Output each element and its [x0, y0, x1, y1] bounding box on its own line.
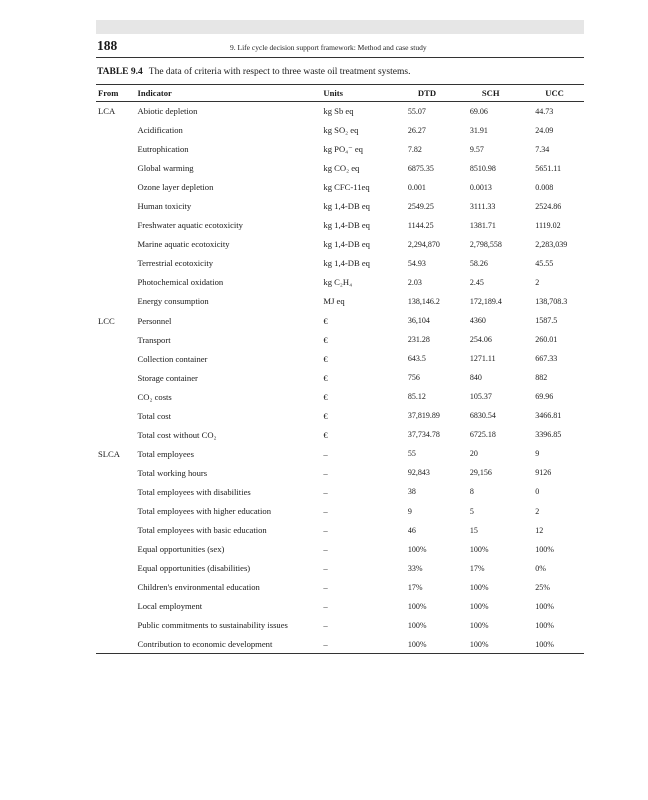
cell-dtd: 26.27 [407, 125, 426, 135]
cell-indicator: Public commitments to sustainability issues [137, 620, 288, 631]
table-row [96, 597, 584, 616]
cell-ucc: 0.008 [535, 182, 554, 192]
cell-from [96, 121, 138, 140]
table-row [96, 406, 584, 425]
table-body [96, 102, 584, 654]
table-row [96, 273, 584, 292]
cell-indicator: Total employees with disabilities [137, 486, 251, 497]
cell-units: – [323, 601, 328, 612]
cell-sch: 58.26 [469, 258, 488, 268]
cell-dtd: 100% [408, 635, 470, 654]
cell-indicator: Transport [137, 334, 171, 345]
cell-from [96, 330, 138, 349]
cell-units: kg 1,4-DB eq [323, 201, 370, 212]
cell-ucc: 1119.02 [535, 220, 561, 230]
cell-from [96, 292, 138, 311]
cell-dtd: 17% [407, 582, 423, 592]
cell-ucc: 69.96 [535, 392, 554, 402]
cell-indicator: Children's environmental education [137, 582, 260, 593]
cell-sch: 254.06 [469, 335, 492, 345]
table-row [96, 311, 584, 330]
cell-units: € [323, 429, 328, 440]
cell-from [96, 425, 138, 444]
table-row [96, 349, 584, 368]
cell-sch: 15 [469, 525, 478, 535]
table-row [96, 540, 584, 559]
cell-units: € [323, 372, 328, 383]
cell-dtd: 55.07 [407, 106, 426, 116]
cell-ucc: 667.33 [535, 354, 558, 364]
cell-units: – [323, 635, 407, 654]
table-row [96, 330, 584, 349]
cell-indicator: Total cost [137, 410, 172, 421]
cell-indicator: Abiotic depletion [137, 106, 198, 117]
cell-from [96, 197, 138, 216]
cell-ucc: 0 [535, 487, 540, 497]
cell-units: kg Sb eq [323, 106, 354, 117]
column-header-indicator: Indicator [138, 85, 324, 102]
column-header-sch: SCH [470, 85, 535, 102]
cell-from [96, 540, 138, 559]
cell-sch: 172,189.4 [469, 296, 502, 306]
cell-indicator: Acidification [137, 125, 183, 136]
table-caption-text: The data of criteria with respect to three waste oil treatment systems. [148, 67, 411, 77]
page-number: 188 [97, 38, 118, 53]
cell-dtd: 643.5 [407, 354, 426, 364]
cell-units: kg C₂H₄ [323, 277, 353, 288]
table-row [96, 178, 584, 197]
cell-indicator: Equal opportunities (disabilities) [137, 563, 251, 574]
cell-sch: 8 [469, 487, 474, 497]
cell-indicator: Human toxicity [137, 201, 192, 212]
cell-indicator: Total employees with higher education [137, 506, 272, 516]
cell-indicator: Equal opportunities (sex) [137, 544, 225, 555]
cell-sch: 9.57 [469, 144, 484, 154]
cell-units: – [323, 448, 328, 459]
table-caption [97, 67, 410, 77]
table-row [96, 159, 584, 178]
cell-units: – [323, 506, 328, 516]
cell-ucc: 138,708.3 [535, 296, 568, 306]
cell-sch: 6725.18 [469, 430, 496, 440]
cell-indicator: Contribution to economic development [138, 635, 324, 654]
cell-indicator: Local employment [137, 601, 203, 612]
cell-units: € [323, 315, 328, 326]
cell-sch: 1381.71 [469, 220, 496, 230]
cell-from [96, 559, 138, 578]
header-band [96, 20, 584, 34]
cell-indicator: Eutrophication [137, 144, 189, 155]
cell-dtd: 37,734.78 [407, 430, 440, 440]
cell-ucc: 2,283,039 [535, 239, 568, 249]
cell-dtd: 756 [407, 373, 420, 383]
cell-sch: 2,798,558 [469, 239, 502, 249]
column-header-units: Units [323, 85, 407, 102]
cell-indicator: Total employees [137, 448, 194, 459]
cell-sch: 100% [469, 601, 489, 611]
cell-units: – [323, 486, 328, 497]
cell-units: kg CO₂ eq [323, 163, 360, 174]
column-header-dtd: DTD [408, 85, 470, 102]
cell-dtd: 0.001 [407, 182, 426, 192]
cell-indicator: Marine aquatic ecotoxicity [137, 239, 230, 250]
table-label: TABLE 9.4 [97, 67, 143, 77]
cell-sch: 29,156 [469, 468, 492, 478]
cell-indicator: Personnel [137, 315, 172, 326]
table-row [96, 368, 584, 387]
table-row [96, 482, 584, 501]
table-row [96, 521, 584, 540]
criteria-table [96, 84, 584, 654]
cell-ucc: 1587.5 [535, 316, 558, 326]
cell-from [96, 140, 138, 159]
cell-dtd: 92,843 [407, 468, 430, 478]
cell-dtd: 33% [407, 563, 423, 573]
cell-dtd: 100% [407, 620, 427, 630]
cell-ucc: 100% [535, 601, 554, 611]
table-row [96, 197, 584, 216]
cell-ucc: 2 [535, 506, 540, 516]
cell-dtd: 6875.35 [407, 163, 434, 173]
cell-from [96, 216, 138, 235]
cell-ucc: 882 [535, 373, 548, 383]
cell-indicator: Photochemical oxidation [137, 277, 224, 288]
cell-dtd: 138,146.2 [407, 296, 440, 306]
cell-sch: 5 [469, 506, 474, 516]
cell-units: € [323, 391, 328, 402]
cell-sch: 840 [469, 373, 482, 383]
cell-ucc: 260.01 [535, 335, 558, 345]
cell-from [96, 406, 138, 425]
cell-dtd: 7.82 [407, 144, 422, 154]
cell-from [96, 616, 138, 635]
cell-units: € [323, 353, 328, 364]
cell-dtd: 85.12 [407, 392, 426, 402]
cell-from [96, 254, 138, 273]
cell-ucc: 12 [535, 525, 544, 535]
cell-dtd: 1144.25 [407, 220, 434, 230]
cell-ucc: 3396.85 [535, 430, 562, 440]
table-header-row [96, 85, 584, 102]
cell-indicator: CO₂ costs [137, 391, 172, 402]
cell-sch: 100% [469, 582, 489, 592]
cell-dtd: 55 [407, 449, 416, 459]
cell-from [96, 635, 138, 654]
cell-from [96, 501, 138, 520]
cell-ucc: 7.34 [535, 144, 550, 154]
table-row [96, 425, 584, 444]
cell-ucc: 5651.11 [535, 163, 561, 173]
cell-from [96, 273, 138, 292]
table-row [96, 463, 584, 482]
cell-ucc: 45.55 [535, 258, 554, 268]
cell-dtd: 9 [407, 506, 412, 516]
cell-from [96, 578, 138, 597]
cell-units: – [323, 582, 328, 593]
cell-from [96, 368, 138, 387]
table-row [96, 559, 584, 578]
cell-from [96, 521, 138, 540]
cell-units: kg PO₄⁻ eq [323, 143, 363, 154]
cell-sch: 2.45 [469, 277, 484, 287]
cell-units: – [323, 467, 328, 478]
table-row [96, 635, 584, 654]
cell-sch: 0.0013 [469, 182, 492, 192]
cell-units: kg SO₂ eq [323, 125, 359, 136]
cell-dtd: 37,819.89 [407, 411, 440, 421]
cell-units: kg 1,4-DB eq [323, 239, 370, 250]
cell-units: kg 1,4-DB eq [323, 220, 370, 231]
cell-ucc: 0% [535, 563, 546, 573]
cell-dtd: 36,104 [407, 316, 430, 326]
data-table-container [96, 84, 584, 654]
cell-from [96, 387, 138, 406]
cell-indicator: Freshwater aquatic ecotoxicity [137, 220, 243, 231]
cell-units: € [323, 334, 328, 345]
cell-indicator: Storage container [137, 372, 198, 383]
cell-dtd: 100% [407, 601, 427, 611]
cell-sch: 69.06 [469, 106, 488, 116]
cell-sch: 8510.98 [469, 163, 496, 173]
cell-ucc: 9 [535, 449, 540, 459]
cell-ucc: 24.09 [535, 125, 554, 135]
cell-indicator: Total working hours [137, 467, 208, 478]
cell-indicator: Ozone layer depletion [137, 182, 214, 193]
table-row [96, 501, 584, 520]
cell-dtd: 54.93 [407, 258, 426, 268]
cell-indicator: Total employees with basic education [137, 525, 267, 536]
cell-from: LCC [98, 315, 115, 326]
cell-ucc: 100% [535, 635, 584, 654]
cell-indicator: Terrestrial ecotoxicity [137, 258, 214, 269]
table-row [96, 140, 584, 159]
table-row [96, 254, 584, 273]
cell-sch: 1271.11 [469, 354, 496, 364]
cell-units: MJ eq [323, 296, 345, 307]
cell-ucc: 2 [535, 277, 540, 287]
running-head: 9. Life cycle decision support framework: Method and case study [230, 43, 427, 52]
cell-from: LCA [98, 106, 116, 117]
cell-ucc: 3466.81 [535, 411, 562, 421]
cell-from [96, 482, 138, 501]
cell-units: kg CFC-11eq [323, 182, 370, 193]
cell-dtd: 100% [407, 544, 427, 554]
cell-sch: 20 [469, 449, 478, 459]
table-row [96, 102, 584, 121]
table-row [96, 121, 584, 140]
cell-from [96, 349, 138, 368]
column-header-from: From [96, 85, 138, 102]
cell-dtd: 38 [407, 487, 416, 497]
cell-sch: 4360 [469, 316, 486, 326]
cell-sch: 6830.54 [469, 411, 496, 421]
cell-dtd: 46 [407, 525, 416, 535]
cell-sch: 31.91 [469, 125, 488, 135]
cell-sch: 100% [469, 544, 489, 554]
cell-ucc: 25% [535, 582, 550, 592]
cell-ucc: 100% [535, 620, 554, 630]
cell-sch: 3111.33 [469, 201, 496, 211]
cell-dtd: 2,294,870 [407, 239, 440, 249]
cell-ucc: 2524.86 [535, 201, 562, 211]
cell-ucc: 100% [535, 544, 554, 554]
table-row [96, 235, 584, 254]
cell-units: € [323, 410, 328, 421]
cell-units: kg 1,4-DB eq [323, 258, 370, 269]
cell-from [96, 597, 138, 616]
cell-units: – [323, 525, 328, 536]
cell-ucc: 44.73 [535, 106, 554, 116]
table-row [96, 578, 584, 597]
cell-from [96, 235, 138, 254]
cell-from [96, 159, 138, 178]
cell-dtd: 231.28 [407, 335, 430, 345]
cell-sch: 17% [469, 563, 485, 573]
table-row [96, 292, 584, 311]
cell-dtd: 2.03 [407, 277, 422, 287]
cell-indicator: Total cost without CO₂ [137, 429, 217, 440]
table-row [96, 387, 584, 406]
cell-units: – [323, 620, 328, 631]
cell-sch: 100% [470, 635, 535, 654]
cell-indicator: Collection container [137, 353, 208, 364]
column-header-ucc: UCC [535, 85, 584, 102]
cell-indicator: Energy consumption [137, 296, 209, 307]
cell-sch: 100% [469, 620, 489, 630]
header-rule [96, 57, 584, 58]
cell-from [96, 178, 138, 197]
cell-units: – [323, 563, 328, 574]
cell-sch: 105.37 [469, 392, 492, 402]
cell-ucc: 9126 [535, 468, 552, 478]
cell-indicator: Global warming [137, 163, 194, 174]
cell-dtd: 2549.25 [407, 201, 434, 211]
table-row [96, 216, 584, 235]
table-row [96, 616, 584, 635]
cell-from [96, 463, 138, 482]
table-row [96, 444, 584, 463]
cell-units: – [323, 544, 328, 555]
cell-from: SLCA [98, 448, 120, 459]
